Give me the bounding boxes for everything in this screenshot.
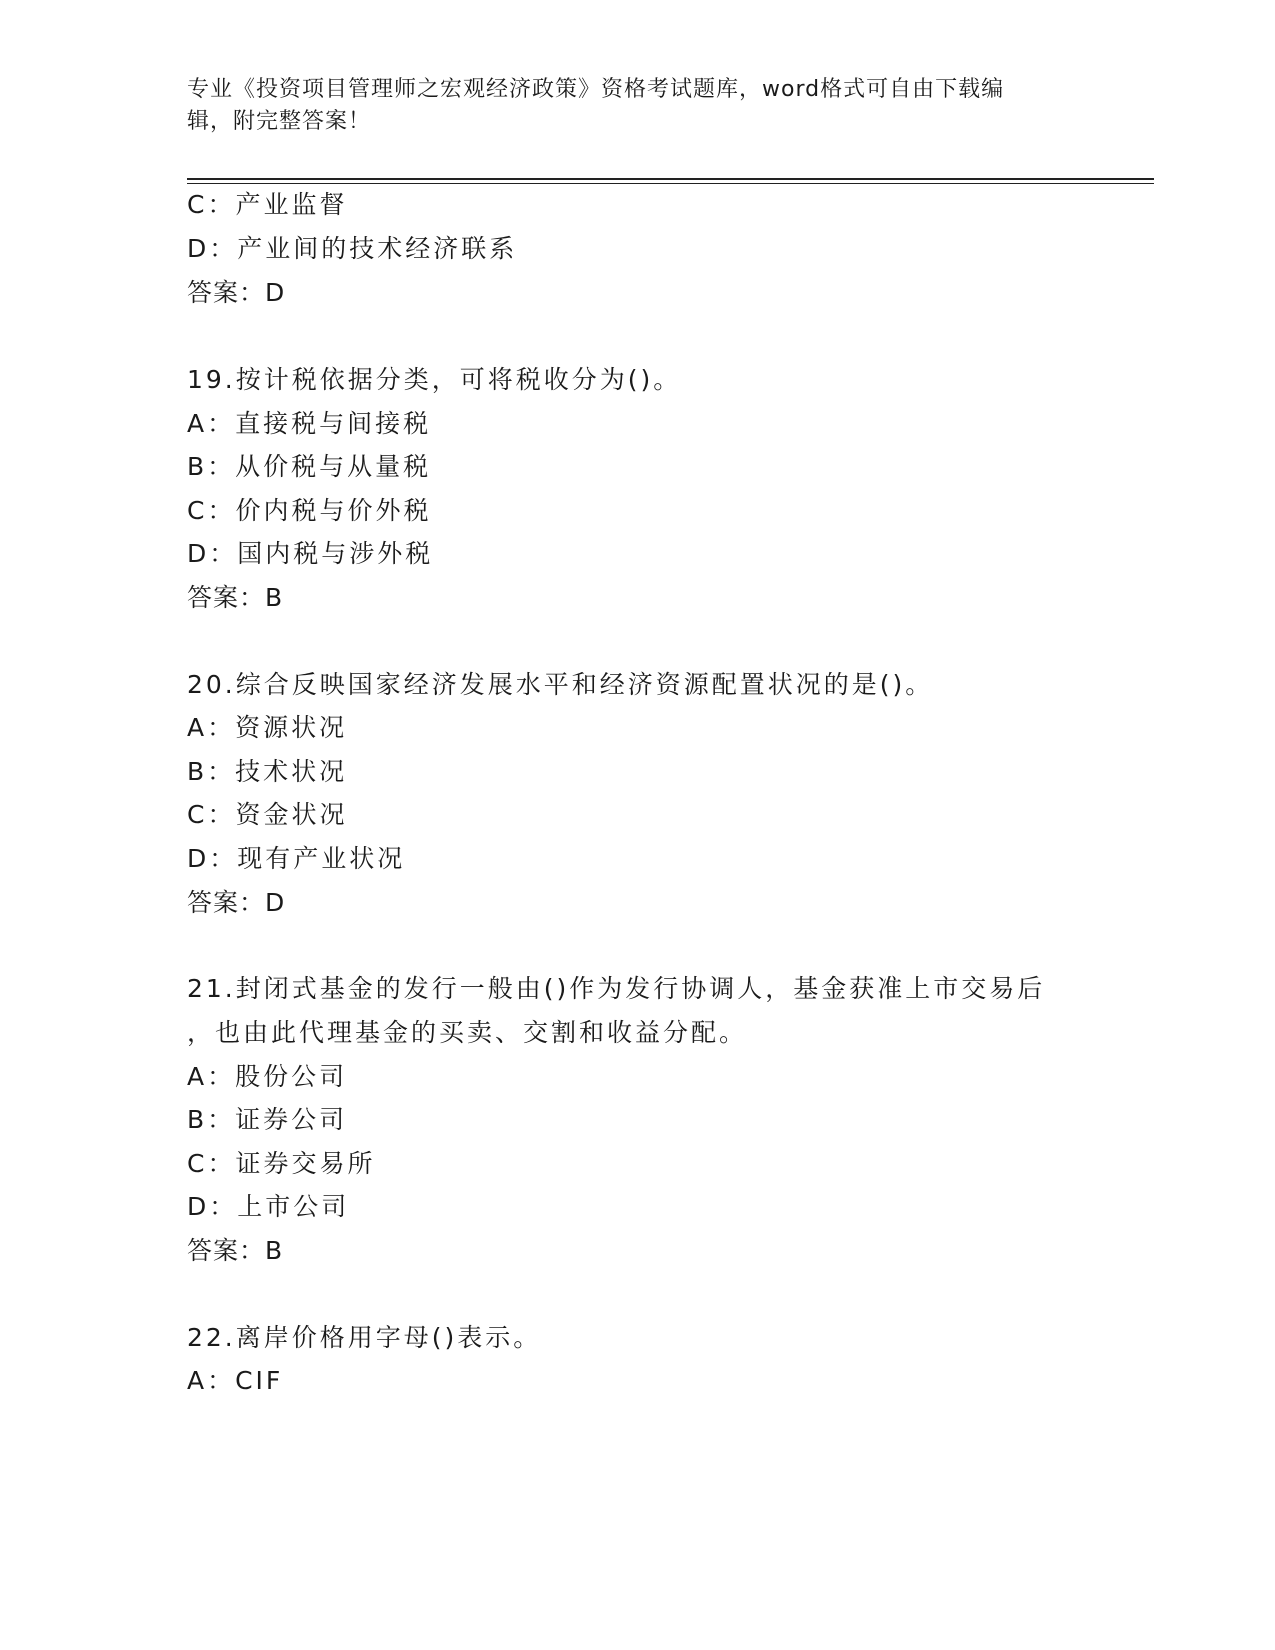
question-19-option-b: B：从价税与从量税 xyxy=(187,452,432,481)
header-line-1: 专业《投资项目管理师之宏观经济政策》资格考试题库，word格式可自由下载编 xyxy=(187,77,1005,102)
question-21-text-line-2: ，也由此代理基金的买卖、交割和收益分配。 xyxy=(187,1018,748,1047)
header-divider-thin xyxy=(187,183,1154,184)
question-20-option-c: C：资金状况 xyxy=(187,800,348,829)
question-21-text-line-1: 21.封闭式基金的发行一般由()作为发行协调人，基金获准上市交易后 xyxy=(187,974,1046,1003)
header-divider-thick xyxy=(187,178,1154,180)
question-22-option-a: A：CIF xyxy=(187,1366,284,1395)
question-21-option-d: D：上市公司 xyxy=(187,1192,350,1221)
option-c: C：产业监督 xyxy=(187,190,348,219)
question-20-option-b: B：技术状况 xyxy=(187,757,348,786)
question-20-answer: 答案：D xyxy=(187,888,286,917)
question-19-answer: 答案：B xyxy=(187,583,284,612)
question-21-option-a: A：股份公司 xyxy=(187,1062,348,1091)
question-20-option-a: A：资源状况 xyxy=(187,713,348,742)
question-21-answer: 答案：B xyxy=(187,1236,284,1265)
option-d: D：产业间的技术经济联系 xyxy=(187,234,518,263)
question-20-text: 20.综合反映国家经济发展水平和经济资源配置状况的是()。 xyxy=(187,670,934,699)
question-19-option-a: A：直接税与间接税 xyxy=(187,409,432,438)
question-19-text: 19.按计税依据分类，可将税收分为()。 xyxy=(187,365,682,394)
answer-line: 答案：D xyxy=(187,278,286,307)
document-header xyxy=(187,74,1077,138)
question-21-option-c: C：证券交易所 xyxy=(187,1149,376,1178)
question-22-text: 22.离岸价格用字母()表示。 xyxy=(187,1323,542,1352)
question-19-option-d: D：国内税与涉外税 xyxy=(187,539,434,568)
header-line-2: 辑，附完整答案！ xyxy=(187,109,372,134)
question-20-option-d: D：现有产业状况 xyxy=(187,844,406,873)
question-19-option-c: C：价内税与价外税 xyxy=(187,496,432,525)
question-21-option-b: B：证券公司 xyxy=(187,1105,348,1134)
